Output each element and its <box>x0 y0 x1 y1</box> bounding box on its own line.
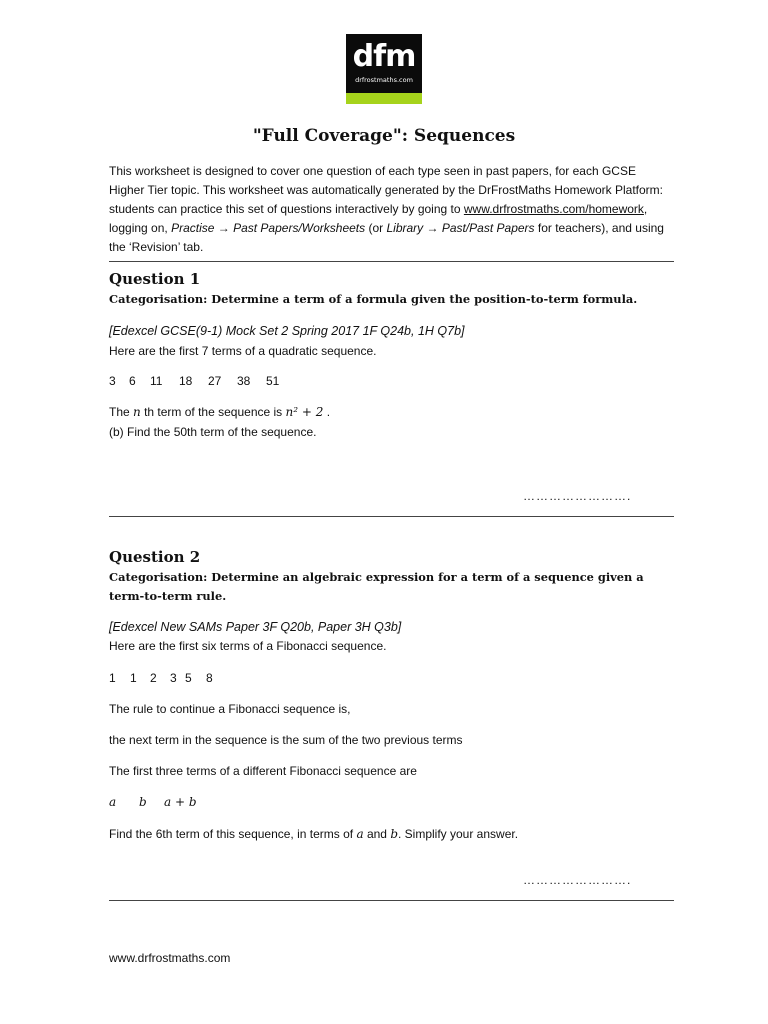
question-2-algebra-terms <box>109 793 197 811</box>
term: 11 <box>150 374 163 388</box>
divider <box>109 900 674 901</box>
intro-paragraph <box>109 162 669 257</box>
term: 27 <box>208 374 222 388</box>
students-path: Practise → Past Papers/Worksheets <box>171 221 366 235</box>
nth-suffix: . <box>323 405 331 419</box>
question-1-intro: Here are the first 7 terms of a quadratic sequence. <box>109 344 377 358</box>
question-2-terms <box>109 669 213 687</box>
nth-formula: n² + 2 <box>285 405 324 419</box>
task-prefix: Find the 6th term of this sequence, in terms of <box>109 827 357 841</box>
question-1-reference: [Edexcel GCSE(9-1) Mock Set 2 Spring 2017 1F Q24b, 1H Q7b] <box>109 324 465 338</box>
term: 38 <box>237 374 251 388</box>
question-2-categorisation: Categorisation: Determine an algebraic expression for a term of a sequence given a term-to-term rule. <box>109 570 644 603</box>
logo-mark: dfm <box>352 39 416 74</box>
term: a <box>109 795 117 809</box>
task-and: and <box>363 827 391 841</box>
question-2-rule: the next term in the sequence is the sum of the two previous terms <box>109 733 463 747</box>
logo-site: drfrostmaths.com <box>355 76 413 84</box>
term: 2 <box>150 671 157 685</box>
question-2-reference: [Edexcel New SAMs Paper 3F Q20b, Paper 3H Q3b] <box>109 620 402 634</box>
term: b <box>139 795 147 809</box>
question-2-intro: Here are the first six terms of a Fibonacci sequence. <box>109 639 387 653</box>
term: 5 <box>185 671 192 685</box>
divider <box>109 516 674 517</box>
question-1-categorisation: Categorisation: Determine a term of a formula given the position-to-term formula. <box>109 292 638 306</box>
intro-text: This worksheet is designed to cover one question of each type seen in past papers, for each GCSE Higher Tier topic. This worksheet was automatically generated by the DrFrostMaths Homework Platform: students can practice this set of questions interactively by going to <box>109 164 663 216</box>
intro-text-or: (or <box>365 221 387 235</box>
teachers-path: Library → Past/Past Papers <box>386 221 535 235</box>
question-2-rule-intro: The rule to continue a Fibonacci sequence is, <box>109 702 351 716</box>
question-2-answer-line[interactable]: ……………………. <box>523 873 632 887</box>
question-1-terms <box>109 372 279 390</box>
question-1-part-b: (b) Find the 50th term of the sequence. <box>109 425 317 439</box>
question-1-heading: Question 1 <box>109 270 201 288</box>
homework-link[interactable]: www.drfrostmaths.com/homework <box>463 202 644 216</box>
term: 18 <box>179 374 193 388</box>
term: 1 <box>109 671 116 685</box>
question-2-heading: Question 2 <box>109 548 201 566</box>
intro-text-end: for teachers), and using the ‘Revision’ tab. <box>109 221 664 254</box>
question-2-task <box>109 825 518 843</box>
intro-text-2: , logging on, <box>109 202 648 235</box>
term: 3 <box>170 671 177 685</box>
term: 51 <box>266 374 280 388</box>
question-1-nth-term <box>109 403 330 421</box>
page-title: "Full Coverage": Sequences <box>252 126 516 146</box>
term: 6 <box>129 374 136 388</box>
term: 3 <box>109 374 116 388</box>
nth-prefix: The <box>109 405 134 419</box>
nth-middle: th term of the sequence is <box>140 405 286 419</box>
question-1-answer-line[interactable]: ……………………. <box>523 489 632 503</box>
footer-url[interactable]: www.drfrostmaths.com <box>109 951 231 965</box>
variable-a: a <box>356 827 364 841</box>
nth-variable: n <box>133 405 141 419</box>
divider <box>109 261 674 262</box>
logo-stripe <box>346 93 422 104</box>
task-suffix: . Simplify your answer. <box>398 827 519 841</box>
term: a + b <box>164 795 197 809</box>
question-2-different-sequence: The first three terms of a different Fibonacci sequence are <box>109 764 417 778</box>
dfm-logo <box>346 34 422 104</box>
term: 1 <box>130 671 137 685</box>
term: 8 <box>206 671 213 685</box>
variable-b: b <box>390 827 398 841</box>
